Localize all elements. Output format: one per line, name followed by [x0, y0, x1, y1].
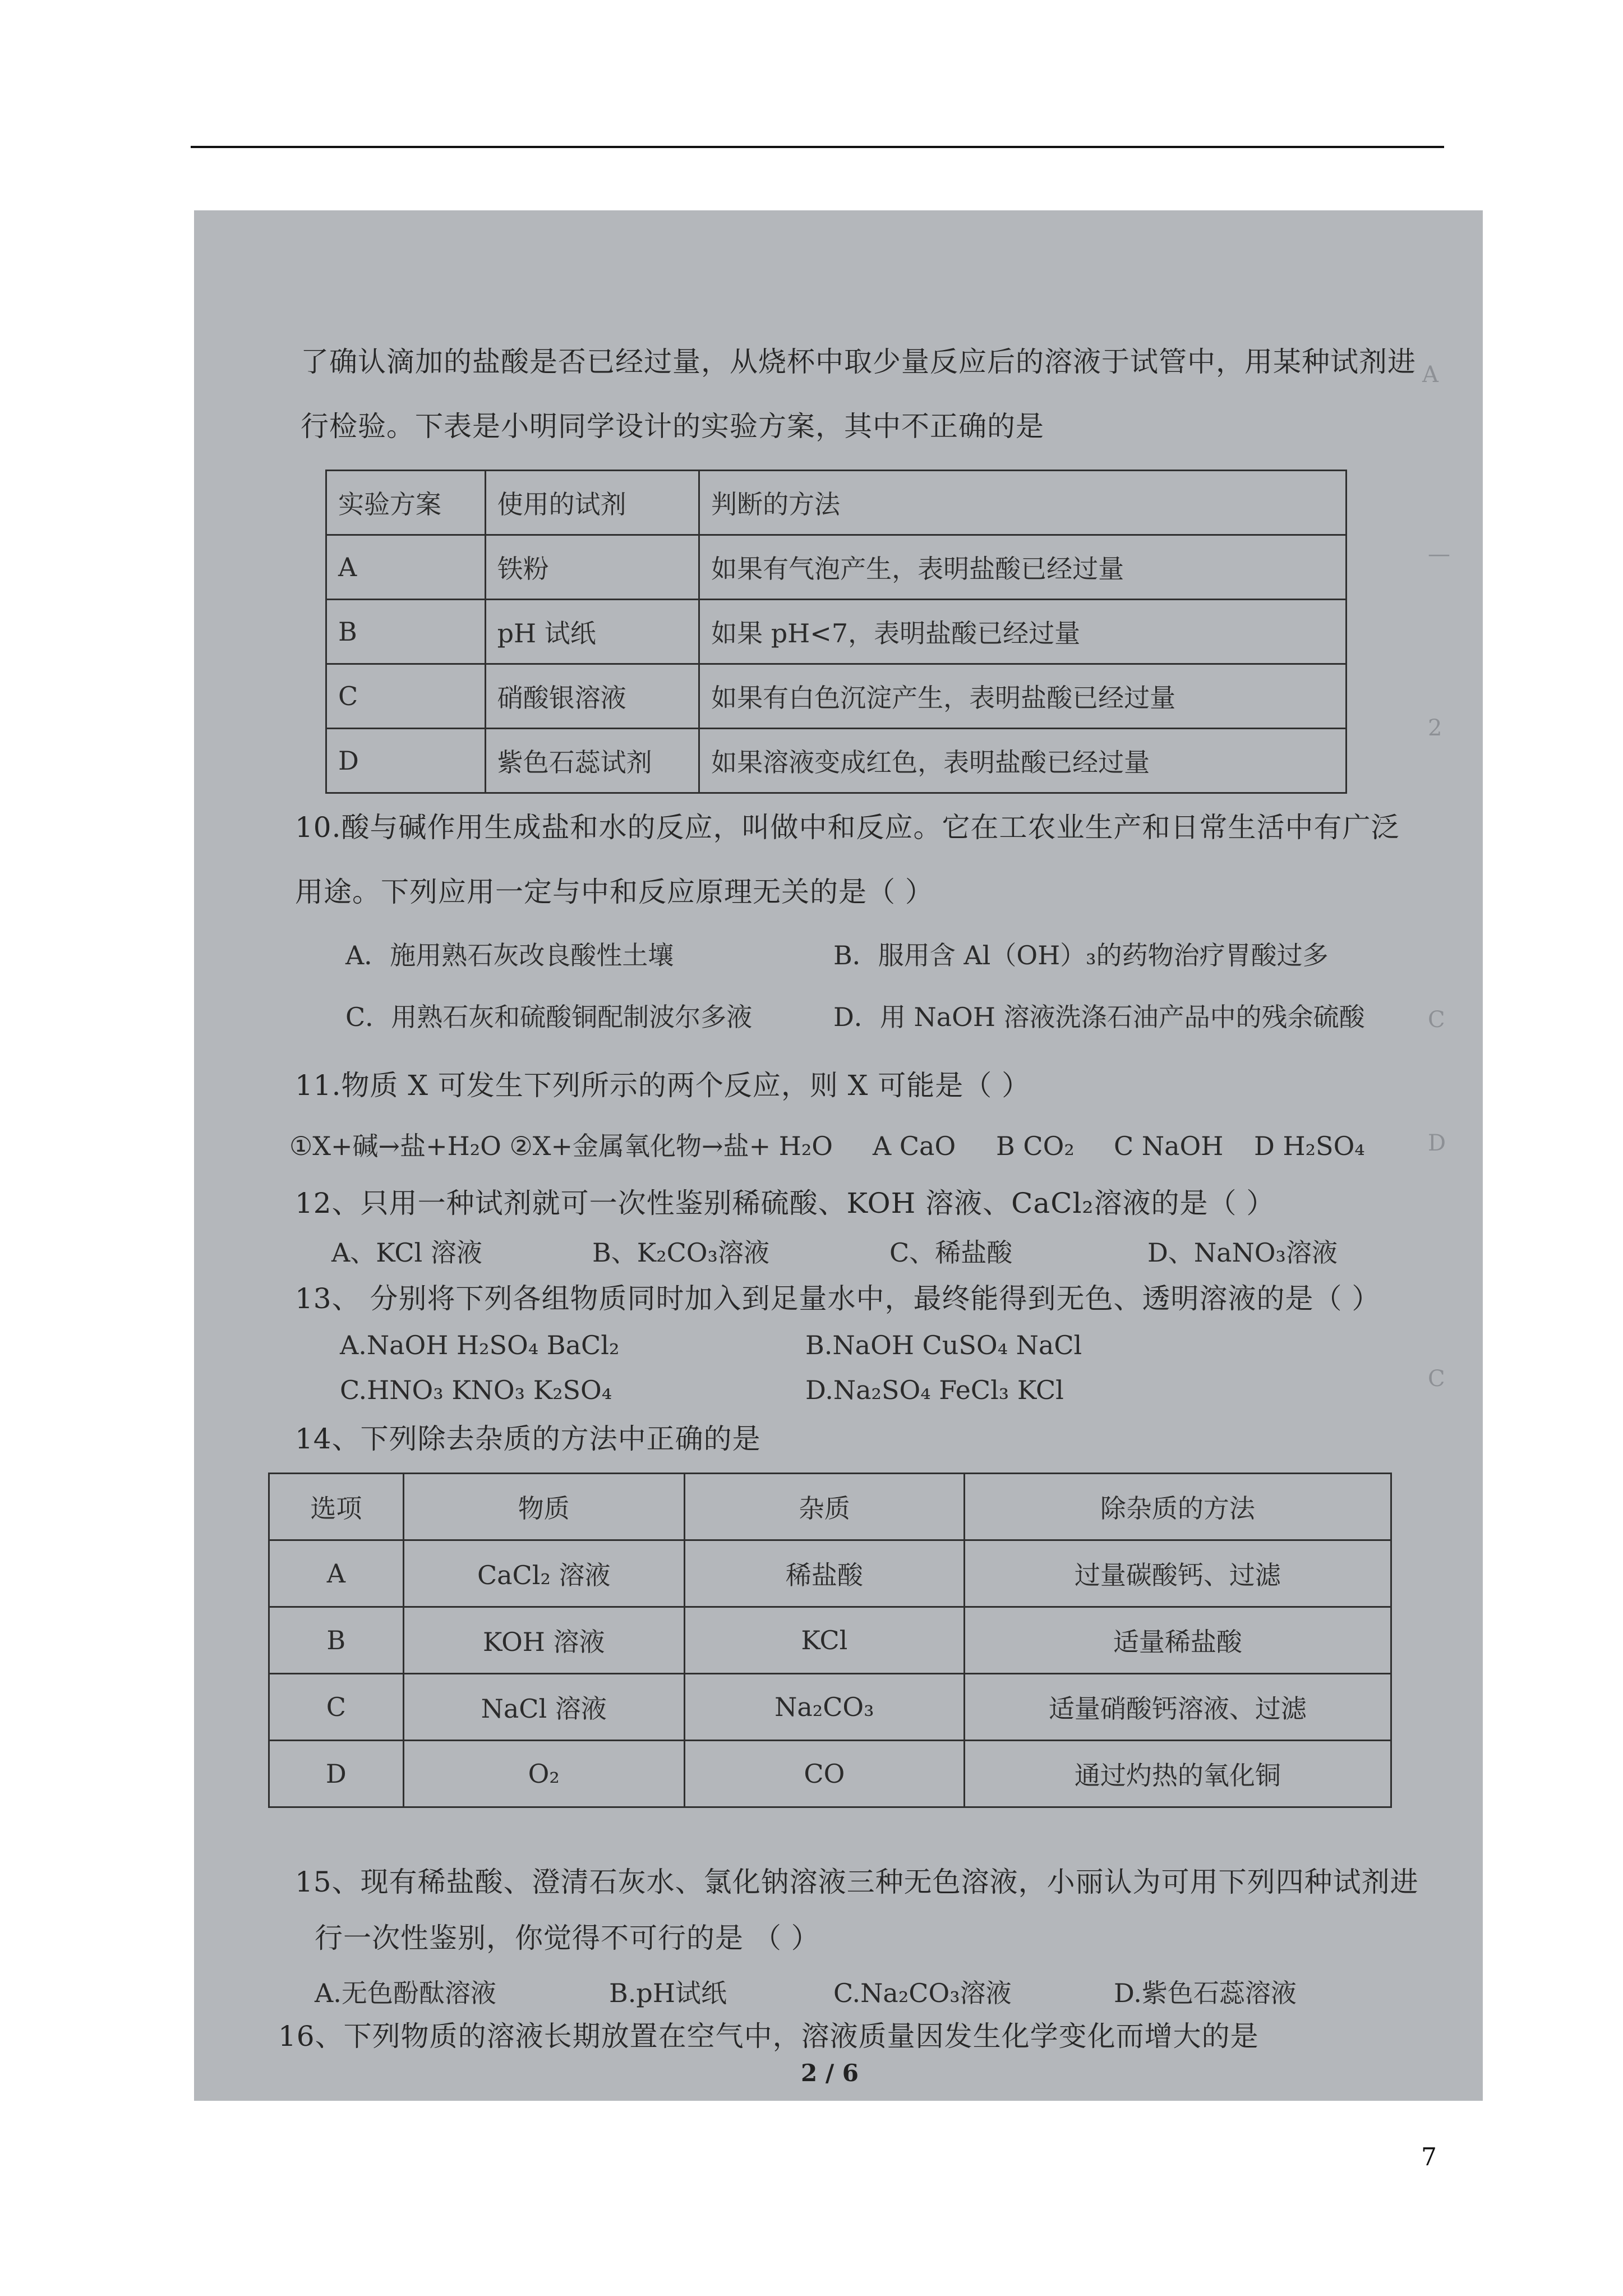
faded-margin-text: — [1428, 541, 1450, 567]
table-cell: C [269, 1674, 404, 1741]
faded-margin-text: C [1428, 1007, 1445, 1033]
table-cell: 适量硝酸钙溶液、过滤 [964, 1674, 1391, 1741]
table-cell: CO [684, 1741, 964, 1807]
table-cell: 过量碳酸钙、过滤 [964, 1540, 1391, 1607]
table-row [326, 600, 1347, 664]
table-cell: 铁粉 [485, 535, 699, 600]
table-cell: 如果有白色沉淀产生，表明盐酸已经过量 [699, 664, 1347, 729]
table-header-cell: 使用的试剂 [485, 471, 699, 535]
header-rule [191, 146, 1444, 148]
table-row [269, 1607, 1391, 1674]
table-cell: 紫色石蕊试剂 [485, 729, 699, 793]
table-cell: NaCl 溶液 [403, 1674, 684, 1741]
question-13-option-d: D.Na₂SO₄ FeCl₃ KCl [805, 1375, 1064, 1405]
question-11-option-b: B CO₂ [996, 1131, 1075, 1161]
question-15-option-c: C.Na₂CO₃溶液 [833, 1978, 1012, 2008]
question-15-option-d: D.紫色石蕊溶液 [1114, 1978, 1297, 2008]
table-cell: O₂ [403, 1741, 684, 1807]
experiment-plan-table [325, 470, 1347, 794]
table-header-cell: 实验方案 [326, 471, 486, 535]
question-11-reactions: ①X+碱→盐+H₂O ②X+金属氧化物→盐+ H₂O [289, 1131, 833, 1161]
intro-line-2: 行检验。下表是小明同学设计的实验方案，其中不正确的是 [301, 410, 1044, 443]
table-row [269, 1674, 1391, 1741]
question-10-option-b: B．服用含 Al（OH）₃的药物治疗胃酸过多 [833, 940, 1329, 970]
table-cell: KOH 溶液 [403, 1607, 684, 1674]
table-cell: Na₂CO₃ [684, 1674, 964, 1741]
question-10-option-a: A．施用熟石灰改良酸性土壤 [345, 940, 674, 970]
question-15-line-2: 行一次性鉴别，你觉得不可行的是 （ ） [315, 1922, 820, 1954]
table-cell: A [326, 535, 486, 600]
question-13-option-a: A.NaOH H₂SO₄ BaCl₂ [340, 1330, 620, 1360]
table-cell: C [326, 664, 486, 729]
intro-line-1: 了确认滴加的盐酸是否已经过量，从烧杯中取少量反应后的溶液于试管中，用某种试剂进 [301, 346, 1416, 378]
table-row [326, 535, 1347, 600]
question-10-line-2: 用途。下列应用一定与中和反应原理无关的是（ ） [295, 876, 934, 908]
question-11-option-d: D H₂SO₄ [1254, 1131, 1365, 1161]
table-cell: 如果有气泡产生，表明盐酸已经过量 [699, 535, 1347, 600]
table-cell: A [269, 1540, 404, 1607]
question-13-option-c: C.HNO₃ KNO₃ K₂SO₄ [340, 1375, 612, 1405]
question-12-option-a: A、KCl 溶液 [331, 1237, 482, 1268]
table-cell: D [269, 1741, 404, 1807]
question-16-line-1: 16、下列物质的溶液长期放置在空气中，溶液质量因发生化学变化而增大的是 [278, 2020, 1259, 2053]
question-12-line-1: 12、只用一种试剂就可一次性鉴别稀硫酸、KOH 溶液、CaCl₂溶液的是（ ） [295, 1187, 1275, 1220]
question-13-option-b: B.NaOH CuSO₄ NaCl [805, 1330, 1082, 1360]
question-10-option-d: D．用 NaOH 溶液洗涤石油产品中的残余硫酸 [833, 1002, 1365, 1032]
question-10-line-1: 10.酸与碱作用生成盐和水的反应，叫做中和反应。它在工农业生产和日常生活中有广泛 [295, 811, 1400, 844]
table-cell: D [326, 729, 486, 793]
question-11-option-a: A CaO [873, 1131, 956, 1161]
question-15-option-a: A.无色酚酞溶液 [315, 1978, 496, 2008]
scanned-exam-page [194, 210, 1483, 2101]
table-cell: B [326, 600, 486, 664]
table-cell: B [269, 1607, 404, 1674]
table-row [326, 729, 1347, 793]
table-cell: pH 试纸 [485, 600, 699, 664]
table-header-row [269, 1474, 1391, 1540]
table-row [269, 1741, 1391, 1807]
table-row [269, 1540, 1391, 1607]
table-header-cell: 杂质 [684, 1474, 964, 1540]
table-header-cell: 物质 [403, 1474, 684, 1540]
table-row [326, 664, 1347, 729]
table-header-cell: 选项 [269, 1474, 404, 1540]
table-cell: KCl [684, 1607, 964, 1674]
question-13-line-1: 13、 分别将下列各组物质同时加入到足量水中，最终能得到无色、透明溶液的是（ ） [295, 1282, 1381, 1315]
table-cell: 硝酸银溶液 [485, 664, 699, 729]
question-12-option-c: C、稀盐酸 [889, 1237, 1013, 1268]
question-12-option-d: D、NaNO₃溶液 [1147, 1237, 1338, 1268]
page-number: 7 [1421, 2143, 1437, 2171]
table-cell: 如果 pH<7，表明盐酸已经过量 [699, 600, 1347, 664]
question-10-option-c: C．用熟石灰和硫酸铜配制波尔多液 [345, 1002, 753, 1032]
question-15-option-b: B.pH试纸 [609, 1978, 727, 2008]
faded-margin-text: A [1422, 362, 1438, 388]
question-15-line-1: 15、现有稀盐酸、澄清石灰水、氯化钠溶液三种无色溶液，小丽认为可用下列四种试剂进 [295, 1866, 1419, 1898]
table-cell: 适量稀盐酸 [964, 1607, 1391, 1674]
table-cell: CaCl₂ 溶液 [403, 1540, 684, 1607]
table-cell: 如果溶液变成红色，表明盐酸已经过量 [699, 729, 1347, 793]
faded-margin-text: 2 [1428, 715, 1442, 741]
table-header-cell: 除杂质的方法 [964, 1474, 1391, 1540]
question-11-option-c: C NaOH [1114, 1131, 1224, 1161]
question-12-option-b: B、K₂CO₃溶液 [592, 1237, 769, 1268]
faded-margin-text: C [1428, 1366, 1445, 1392]
table-header-row [326, 471, 1347, 535]
impurity-removal-table [268, 1473, 1392, 1808]
table-header-cell: 判断的方法 [699, 471, 1347, 535]
faded-margin-text: D [1428, 1130, 1446, 1156]
table-cell: 稀盐酸 [684, 1540, 964, 1607]
scan-page-label: 2 / 6 [801, 2059, 859, 2087]
question-14-line-1: 14、下列除去杂质的方法中正确的是 [295, 1423, 761, 1455]
question-11-line-1: 11.物质 X 可发生下列所示的两个反应，则 X 可能是（ ） [295, 1069, 1031, 1102]
table-cell: 通过灼热的氧化铜 [964, 1741, 1391, 1807]
